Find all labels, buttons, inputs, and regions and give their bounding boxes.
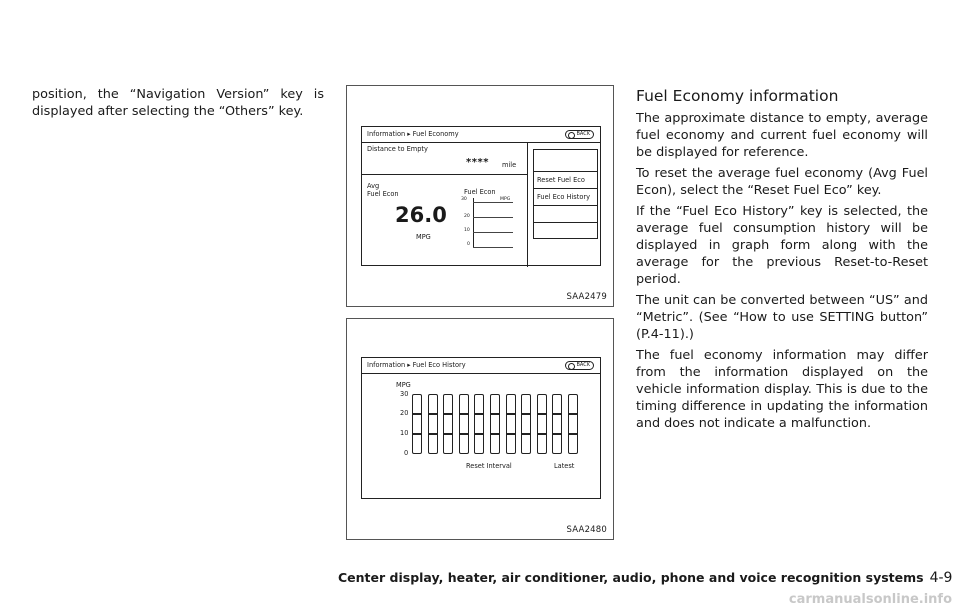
history-bar-divider xyxy=(521,413,531,415)
history-bar-divider xyxy=(459,413,469,415)
history-bar xyxy=(521,394,531,454)
distance-unit: mile xyxy=(502,161,517,169)
graph-unit: MPG xyxy=(500,197,511,202)
y-tick-30: 30 xyxy=(400,390,409,398)
history-bar-divider xyxy=(568,433,578,435)
history-bar xyxy=(537,394,547,454)
history-bar-divider xyxy=(537,433,547,435)
reset-fuel-eco-key[interactable]: Reset Fuel Eco xyxy=(534,172,597,189)
history-bar xyxy=(459,394,469,454)
history-bar-divider xyxy=(568,413,578,415)
history-bar-divider xyxy=(428,413,438,415)
back-button[interactable]: BACK xyxy=(565,361,594,370)
history-bar-divider xyxy=(490,433,500,435)
paragraph: To reset the average fuel economy (Avg Fuel Econ), select the “Reset Fuel Eco” key. xyxy=(636,166,928,198)
history-bar xyxy=(506,394,516,454)
history-bar-divider xyxy=(506,413,516,415)
page-footer xyxy=(338,570,953,586)
footer-chapter-title: Center display, heater, air conditioner, audio, phone and voice recognition systems xyxy=(338,570,924,585)
back-button[interactable]: BACK xyxy=(565,130,594,139)
history-bar-divider xyxy=(428,433,438,435)
history-bar xyxy=(474,394,484,454)
history-bar-divider xyxy=(521,433,531,435)
history-bar-divider xyxy=(459,433,469,435)
page-number: 4-9 xyxy=(929,570,953,586)
history-bar xyxy=(443,394,453,454)
screen-title: Information ▸ Fuel Economy xyxy=(367,130,459,138)
x-label-reset-interval: Reset Interval xyxy=(466,462,512,470)
graph-tick-10: 10 xyxy=(464,228,470,233)
screen-title: Information ▸ Fuel Eco History xyxy=(367,361,466,369)
avg-label-2: Fuel Econ xyxy=(367,190,399,198)
graph-axis xyxy=(473,198,474,248)
figure-fuel-eco-history-screen xyxy=(346,318,614,540)
x-label-latest: Latest xyxy=(554,462,575,470)
history-bar-divider xyxy=(443,413,453,415)
history-bar-divider xyxy=(474,413,484,415)
avg-unit: MPG xyxy=(416,233,431,241)
y-tick-20: 20 xyxy=(400,409,409,417)
history-bar-divider xyxy=(537,413,547,415)
graph-tick-30: 30 xyxy=(461,197,467,202)
graph-gridline xyxy=(473,202,513,203)
fuel-econ-mini-graph xyxy=(462,198,514,248)
history-bars xyxy=(412,394,582,454)
watermark: carmanualsonline.info xyxy=(788,592,952,607)
history-bar-divider xyxy=(552,413,562,415)
history-bar xyxy=(490,394,500,454)
history-bar xyxy=(428,394,438,454)
history-bar xyxy=(412,394,422,454)
figure-fuel-economy-screen xyxy=(346,85,614,307)
y-tick-10: 10 xyxy=(400,429,409,437)
menu-item-blank[interactable] xyxy=(534,206,597,223)
fuel-eco-history-display xyxy=(361,357,601,499)
distance-value: **** xyxy=(466,157,489,168)
menu-item-blank[interactable] xyxy=(534,150,597,172)
graph-gridline xyxy=(473,247,513,248)
history-bar-divider xyxy=(443,433,453,435)
avg-label-1: Avg xyxy=(367,182,380,190)
paragraph: The fuel economy information may differ from the information displayed on the vehicle information display. This is due to the timing difference in updating the information and does not indicate a malfunction. xyxy=(636,348,928,431)
fuel-econ-graph-title: Fuel Econ xyxy=(464,188,496,196)
y-axis-unit: MPG xyxy=(396,381,411,389)
fuel-economy-display xyxy=(361,126,601,266)
graph-tick-0: 0 xyxy=(467,242,470,247)
history-bar-divider xyxy=(506,433,516,435)
info-panel xyxy=(362,143,528,267)
history-bar xyxy=(552,394,562,454)
distance-label: Distance to Empty xyxy=(367,145,428,153)
paragraph: The unit can be converted between “US” and “Metric”. (See “How to use SETTING button” (P.4-11).) xyxy=(636,293,928,342)
graph-gridline xyxy=(473,217,513,218)
distance-section xyxy=(362,143,527,175)
menu-panel xyxy=(533,149,598,239)
figure-code: SAA2480 xyxy=(566,525,607,535)
history-bar xyxy=(568,394,578,454)
history-bar-divider xyxy=(412,433,422,435)
screen-header xyxy=(362,358,600,374)
graph-gridline xyxy=(473,232,513,233)
graph-tick-20: 20 xyxy=(464,214,470,219)
figure-code: SAA2479 xyxy=(566,292,607,302)
avg-fuel-econ-value: 26.0 xyxy=(395,203,447,227)
history-bar-divider xyxy=(552,433,562,435)
left-column-text: position, the “Navigation Version” key is displayed after selecting the “Others” key. xyxy=(32,87,324,119)
section-heading: Fuel Economy information xyxy=(636,87,839,105)
history-bar-divider xyxy=(490,413,500,415)
right-column xyxy=(636,86,928,436)
paragraph: The approximate distance to empty, average fuel economy and current fuel economy will be displayed for reference. xyxy=(636,111,928,160)
history-bar-divider xyxy=(412,413,422,415)
fuel-eco-history-key[interactable]: Fuel Eco History xyxy=(534,189,597,206)
y-tick-0: 0 xyxy=(404,449,409,457)
history-bar-divider xyxy=(474,433,484,435)
paragraph: If the “Fuel Eco History” key is selected, the average fuel consumption history will be displayed in graph form along with the average for the previous Reset-to-Reset period. xyxy=(636,204,928,287)
screen-header xyxy=(362,127,600,143)
